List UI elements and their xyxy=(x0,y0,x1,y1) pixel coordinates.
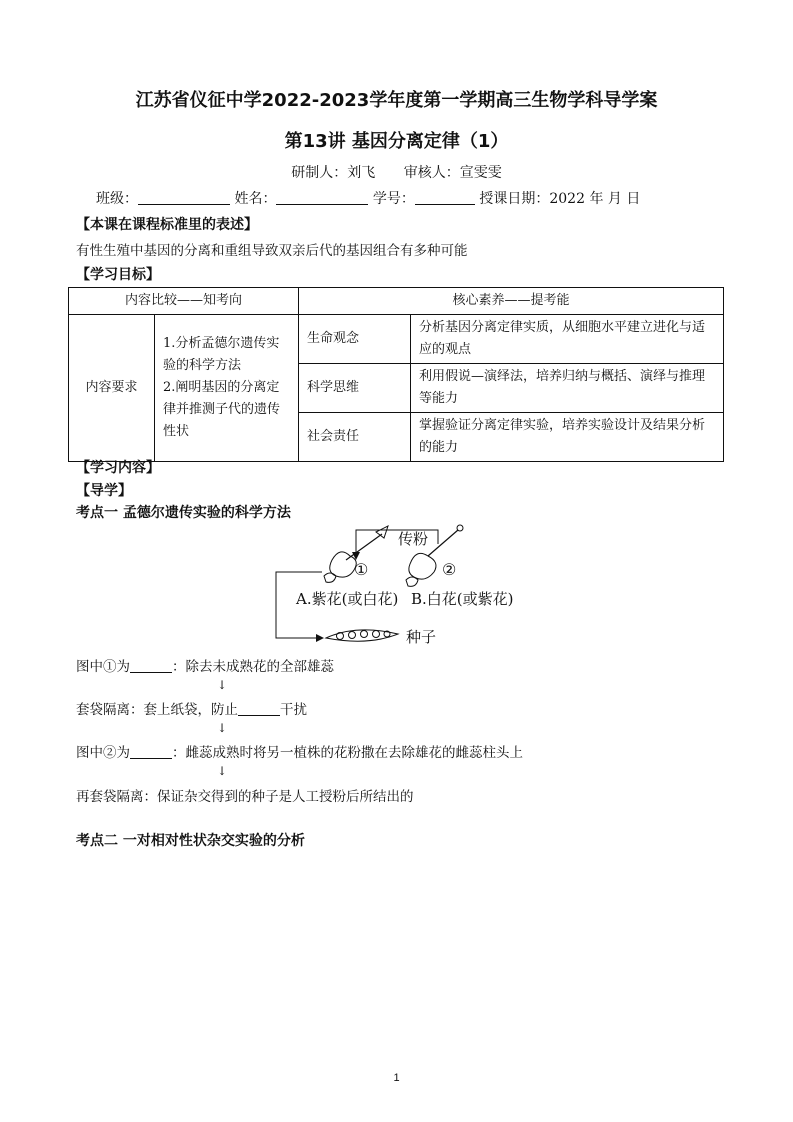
step-1-blank[interactable] xyxy=(130,659,172,673)
literacy-desc: 利用假说—演绎法，培养归纳与概括、演绎与推理等能力 xyxy=(411,364,724,413)
step-1-suffix: ：除去未成熟花的全部雄蕊 xyxy=(172,659,334,675)
goals-col2-header: 核心素养——提考能 xyxy=(299,288,724,315)
literacy-name: 生命观念 xyxy=(299,315,411,364)
requirements-cell xyxy=(155,315,299,462)
mark-2: ② xyxy=(442,560,457,579)
step-4 xyxy=(76,785,414,805)
step-2-blank[interactable] xyxy=(238,702,280,716)
literacy-name: 社会责任 xyxy=(299,413,411,462)
class-label: 班级： xyxy=(96,191,138,207)
seed-pod-icon xyxy=(326,630,398,641)
step-4-prefix: 再套袋隔离：保证杂交得到的种子是人工授粉后所结出的 xyxy=(76,789,414,805)
lesson-title: 第13讲 基因分离定律（1） xyxy=(284,131,509,152)
goals-table xyxy=(68,287,724,462)
goals-col1-header: 内容比较——知考向 xyxy=(69,288,299,315)
step-3-suffix: ：雌蕊成熟时将另一植株的花粉撒在去除雄花的雌蕊柱头上 xyxy=(172,745,523,761)
mark-1: ① xyxy=(354,560,369,579)
standard-heading: 【本课在课程标准里的表述】 xyxy=(76,217,258,233)
step-arrow: ↓ xyxy=(217,764,228,778)
student-info-line xyxy=(96,188,640,208)
step-2 xyxy=(76,698,307,718)
flower-a-label: A.紫花(或白花) xyxy=(296,590,399,608)
literacy-desc: 掌握验证分离定律实验，培养实验设计及结果分析的能力 xyxy=(411,413,724,462)
point2-heading: 考点二 一对相对性状杂交实验的分析 xyxy=(76,833,305,849)
pollen-label: 传粉 xyxy=(398,530,429,548)
document-title: 江苏省仪征中学2022-2023学年度第一学期高三生物学科导学案 xyxy=(135,90,658,111)
class-field[interactable] xyxy=(138,190,230,205)
guide-heading: 【导学】 xyxy=(76,483,132,499)
point1-heading: 考点一 孟德尔遗传实验的科学方法 xyxy=(76,505,291,521)
name-label: 姓名： xyxy=(234,191,277,207)
literacy-name: 科学思维 xyxy=(299,364,411,413)
step-3-prefix: 图中②为 xyxy=(76,745,130,761)
standard-text: 有性生殖中基因的分离和重组导致双亲后代的基因组合有多种可能 xyxy=(76,243,468,259)
step-1 xyxy=(76,655,334,675)
step-1-prefix: 图中①为 xyxy=(76,659,130,675)
reviewer: 审核人：宣雯雯 xyxy=(403,165,502,181)
step-2-suffix: 干扰 xyxy=(280,702,307,718)
step-3 xyxy=(76,741,523,761)
id-label: 学号： xyxy=(372,191,415,207)
step-arrow: ↓ xyxy=(217,721,228,735)
content-heading: 【学习内容】 xyxy=(76,460,160,476)
step-arrow: ↓ xyxy=(217,678,228,692)
requirement-1: 1.分析孟德尔遗传实验的科学方法 xyxy=(163,336,280,373)
goals-heading: 【学习目标】 xyxy=(76,267,160,283)
seed-label: 种子 xyxy=(406,628,437,646)
step-2-prefix: 套袋隔离：套上纸袋，防止 xyxy=(76,702,238,718)
id-field[interactable] xyxy=(415,190,475,205)
author: 研制人：刘飞 xyxy=(291,165,376,181)
literacy-desc: 分析基因分离定律实质，从细胞水平建立进化与适应的观点 xyxy=(411,315,724,364)
flower-b-label: B.白花(或紫花) xyxy=(411,590,514,608)
date-label: 授课日期：2022 年 月 日 xyxy=(479,191,641,207)
requirement-2: 2.阐明基因的分离定律并推测子代的遗传性状 xyxy=(163,380,281,439)
page-number: 1 xyxy=(393,1072,400,1084)
author-line xyxy=(0,162,793,182)
step-3-blank[interactable] xyxy=(130,745,172,759)
requirements-label: 内容要求 xyxy=(69,315,155,462)
name-field[interactable] xyxy=(276,190,368,205)
